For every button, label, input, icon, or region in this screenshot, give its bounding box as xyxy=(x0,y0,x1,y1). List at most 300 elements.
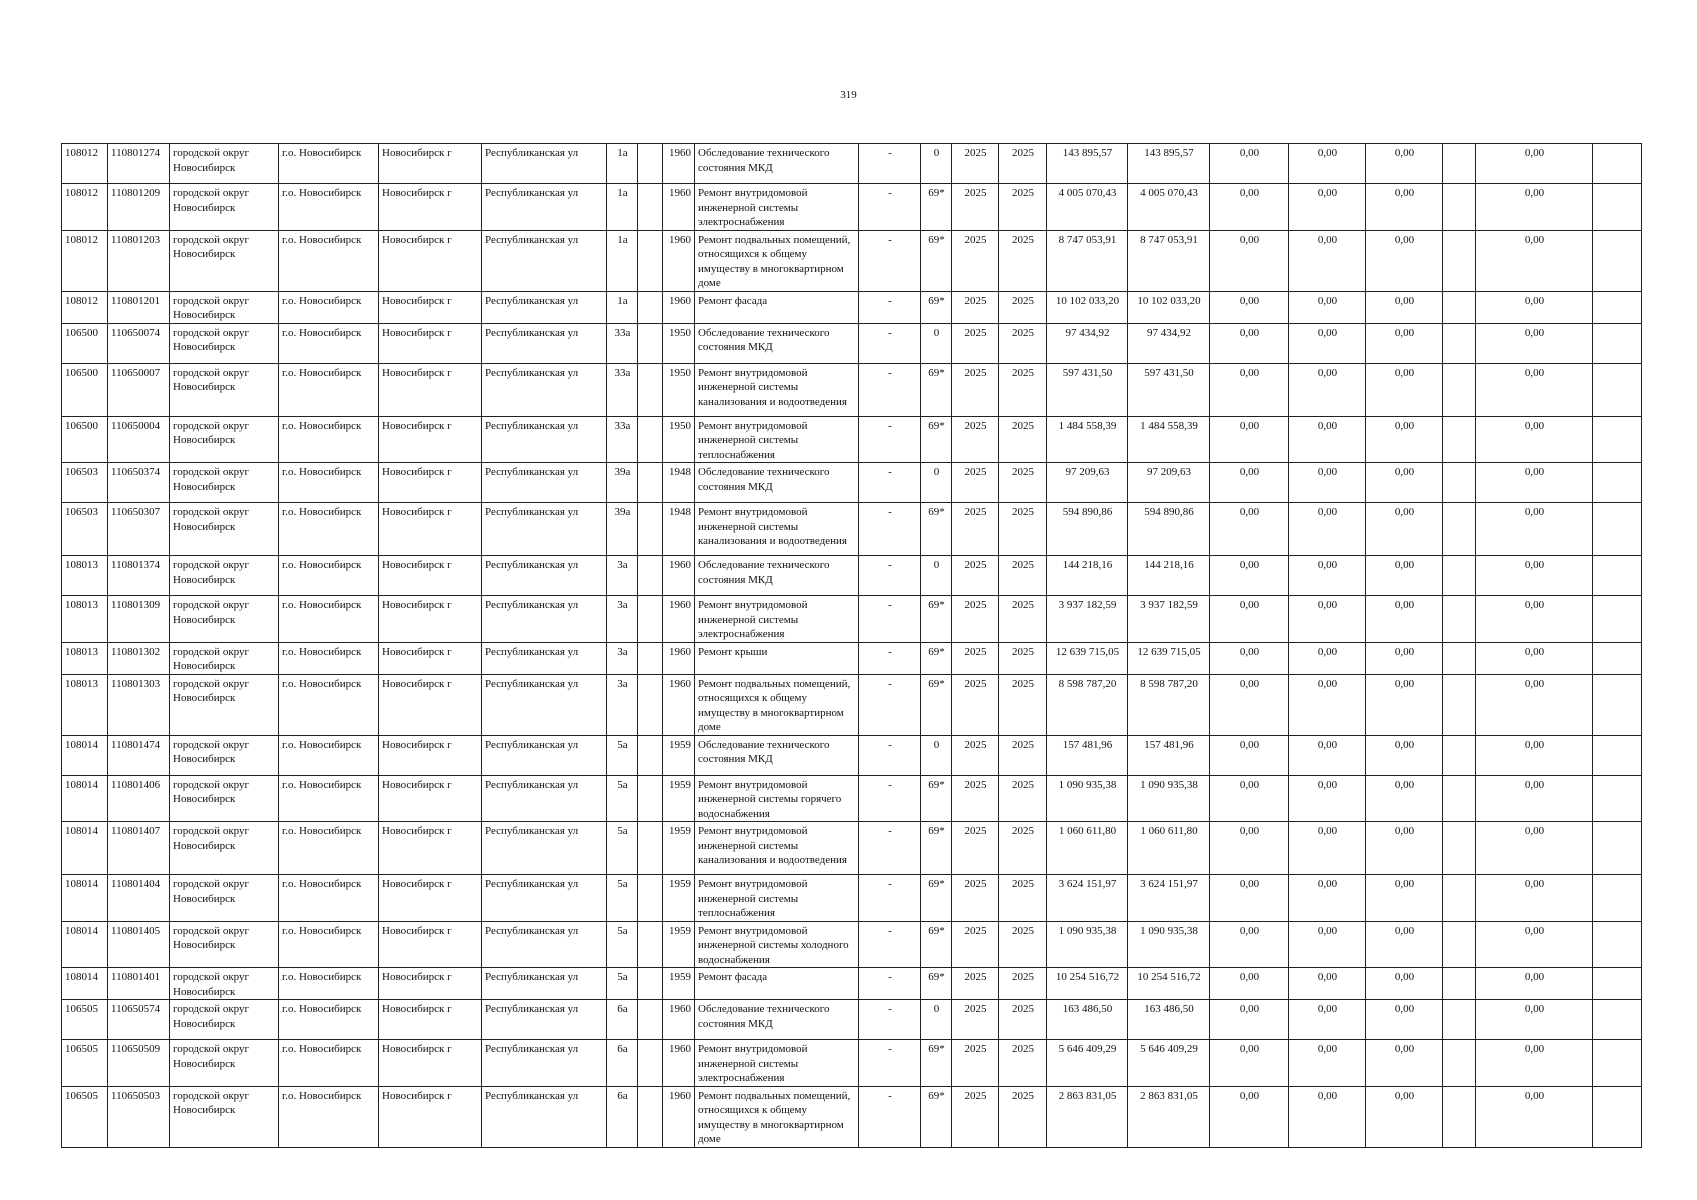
cell-work-type: Ремонт крыши xyxy=(695,642,859,674)
cell-cost-total: 5 646 409,29 xyxy=(1047,1040,1128,1087)
cell-code: 110801406 xyxy=(108,775,170,822)
cell-cost-total: 97 434,92 xyxy=(1047,323,1128,363)
cell-value-6 xyxy=(1593,556,1642,596)
cell-year: 1950 xyxy=(663,363,695,416)
cell-year: 1960 xyxy=(663,144,695,184)
cell-municipality: г.о. Новосибирск xyxy=(279,875,379,922)
cell-code: 110801474 xyxy=(108,735,170,775)
cell-cost-total: 143 895,57 xyxy=(1047,144,1128,184)
cell-start-year: 2025 xyxy=(952,363,999,416)
cell-street: Республиканская ул xyxy=(482,1086,607,1147)
cell-street: Республиканская ул xyxy=(482,291,607,323)
cell-end-year: 2025 xyxy=(999,144,1047,184)
cell-value-2: 0,00 xyxy=(1289,230,1366,291)
cell-value-5: 0,00 xyxy=(1476,323,1593,363)
cell-end-year: 2025 xyxy=(999,596,1047,643)
cell-value-3: 0,00 xyxy=(1366,674,1443,735)
cell-end-year: 2025 xyxy=(999,968,1047,1000)
cell-cost-fund: 143 895,57 xyxy=(1128,144,1210,184)
cell-cost-total: 8 598 787,20 xyxy=(1047,674,1128,735)
cell-letter xyxy=(638,230,663,291)
cell-work-type: Обследование технического состояния МКД xyxy=(695,556,859,596)
cell-value-2: 0,00 xyxy=(1289,921,1366,968)
cell-id: 108013 xyxy=(62,642,108,674)
cell-value-5: 0,00 xyxy=(1476,735,1593,775)
cell-house: 5а xyxy=(607,775,638,822)
cell-id: 106505 xyxy=(62,1000,108,1040)
cell-document: - xyxy=(859,503,921,556)
cell-value-6 xyxy=(1593,503,1642,556)
cell-municipality: г.о. Новосибирск xyxy=(279,642,379,674)
table-row xyxy=(62,503,1642,556)
cell-year: 1960 xyxy=(663,556,695,596)
cell-district: городской округ Новосибирск xyxy=(170,735,279,775)
cell-value-2: 0,00 xyxy=(1289,1086,1366,1147)
cell-letter xyxy=(638,323,663,363)
cell-value-1: 0,00 xyxy=(1210,363,1289,416)
cell-value-2: 0,00 xyxy=(1289,875,1366,922)
cell-year: 1959 xyxy=(663,921,695,968)
cell-value-4 xyxy=(1443,416,1476,463)
cell-year: 1959 xyxy=(663,875,695,922)
cell-value-4 xyxy=(1443,144,1476,184)
cell-document: - xyxy=(859,642,921,674)
cell-year: 1959 xyxy=(663,735,695,775)
cell-value-2: 0,00 xyxy=(1289,463,1366,503)
cell-end-year: 2025 xyxy=(999,230,1047,291)
table-row xyxy=(62,184,1642,231)
cell-value-1: 0,00 xyxy=(1210,1000,1289,1040)
cell-district: городской округ Новосибирск xyxy=(170,144,279,184)
cell-district: городской округ Новосибирск xyxy=(170,1086,279,1147)
cell-work-type: Ремонт подвальных помещений, относящихся к общему имуществу в многоквартирном доме xyxy=(695,1086,859,1147)
cell-code: 110801401 xyxy=(108,968,170,1000)
cell-district: городской округ Новосибирск xyxy=(170,230,279,291)
cell-wear: 69* xyxy=(921,503,952,556)
cell-year: 1960 xyxy=(663,291,695,323)
cell-letter xyxy=(638,363,663,416)
cell-code: 110801407 xyxy=(108,822,170,875)
cell-municipality: г.о. Новосибирск xyxy=(279,503,379,556)
cell-code: 110650007 xyxy=(108,363,170,416)
cell-document: - xyxy=(859,463,921,503)
cell-district: городской округ Новосибирск xyxy=(170,775,279,822)
table-row xyxy=(62,735,1642,775)
cell-value-6 xyxy=(1593,323,1642,363)
cell-letter xyxy=(638,596,663,643)
cell-cost-total: 597 431,50 xyxy=(1047,363,1128,416)
cell-value-1: 0,00 xyxy=(1210,463,1289,503)
cell-letter xyxy=(638,1040,663,1087)
cell-cost-fund: 97 209,63 xyxy=(1128,463,1210,503)
cell-value-5: 0,00 xyxy=(1476,968,1593,1000)
cell-value-6 xyxy=(1593,968,1642,1000)
cell-end-year: 2025 xyxy=(999,822,1047,875)
cell-code: 110801302 xyxy=(108,642,170,674)
cell-municipality: г.о. Новосибирск xyxy=(279,416,379,463)
cell-document: - xyxy=(859,1086,921,1147)
cell-id: 108014 xyxy=(62,921,108,968)
cell-wear: 69* xyxy=(921,416,952,463)
table-row xyxy=(62,416,1642,463)
cell-house: 5а xyxy=(607,735,638,775)
cell-value-4 xyxy=(1443,642,1476,674)
cell-letter xyxy=(638,875,663,922)
cell-value-1: 0,00 xyxy=(1210,822,1289,875)
cell-cost-fund: 10 102 033,20 xyxy=(1128,291,1210,323)
cell-city: Новосибирск г xyxy=(379,363,482,416)
cell-value-3: 0,00 xyxy=(1366,184,1443,231)
cell-value-5: 0,00 xyxy=(1476,291,1593,323)
cell-house: 1а xyxy=(607,291,638,323)
cell-district: городской округ Новосибирск xyxy=(170,875,279,922)
cell-value-4 xyxy=(1443,556,1476,596)
cell-house: 1а xyxy=(607,184,638,231)
cell-value-3: 0,00 xyxy=(1366,775,1443,822)
cell-document: - xyxy=(859,230,921,291)
cell-value-2: 0,00 xyxy=(1289,822,1366,875)
table-row xyxy=(62,674,1642,735)
cell-municipality: г.о. Новосибирск xyxy=(279,674,379,735)
cell-work-type: Ремонт фасада xyxy=(695,291,859,323)
cell-value-3: 0,00 xyxy=(1366,556,1443,596)
cell-end-year: 2025 xyxy=(999,1040,1047,1087)
cell-year: 1950 xyxy=(663,323,695,363)
cell-work-type: Ремонт внутридомовой инженерной системы теплоснабжения xyxy=(695,875,859,922)
cell-work-type: Ремонт внутридомовой инженерной системы теплоснабжения xyxy=(695,416,859,463)
cell-street: Республиканская ул xyxy=(482,968,607,1000)
cell-year: 1960 xyxy=(663,642,695,674)
cell-cost-fund: 97 434,92 xyxy=(1128,323,1210,363)
cell-value-6 xyxy=(1593,642,1642,674)
cell-district: городской округ Новосибирск xyxy=(170,921,279,968)
cell-cost-fund: 1 484 558,39 xyxy=(1128,416,1210,463)
cell-value-2: 0,00 xyxy=(1289,503,1366,556)
cell-year: 1960 xyxy=(663,230,695,291)
cell-city: Новосибирск г xyxy=(379,1086,482,1147)
cell-cost-fund: 12 639 715,05 xyxy=(1128,642,1210,674)
cell-cost-total: 3 937 182,59 xyxy=(1047,596,1128,643)
cell-house: 39а xyxy=(607,463,638,503)
cell-house: 1а xyxy=(607,230,638,291)
cell-cost-total: 12 639 715,05 xyxy=(1047,642,1128,674)
cell-code: 110801404 xyxy=(108,875,170,922)
cell-value-6 xyxy=(1593,230,1642,291)
cell-house: 5а xyxy=(607,822,638,875)
cell-value-6 xyxy=(1593,184,1642,231)
cell-street: Республиканская ул xyxy=(482,735,607,775)
cell-document: - xyxy=(859,822,921,875)
cell-municipality: г.о. Новосибирск xyxy=(279,1000,379,1040)
cell-house: 33а xyxy=(607,416,638,463)
cell-value-6 xyxy=(1593,291,1642,323)
cell-value-6 xyxy=(1593,363,1642,416)
cell-value-3: 0,00 xyxy=(1366,503,1443,556)
cell-district: городской округ Новосибирск xyxy=(170,416,279,463)
cell-cost-total: 10 102 033,20 xyxy=(1047,291,1128,323)
cell-cost-fund: 1 090 935,38 xyxy=(1128,775,1210,822)
cell-end-year: 2025 xyxy=(999,291,1047,323)
table-row xyxy=(62,230,1642,291)
cell-city: Новосибирск г xyxy=(379,674,482,735)
cell-city: Новосибирск г xyxy=(379,775,482,822)
cell-value-4 xyxy=(1443,1040,1476,1087)
cell-municipality: г.о. Новосибирск xyxy=(279,363,379,416)
cell-value-4 xyxy=(1443,674,1476,735)
cell-value-2: 0,00 xyxy=(1289,735,1366,775)
table-row xyxy=(62,596,1642,643)
cell-street: Республиканская ул xyxy=(482,596,607,643)
cell-value-1: 0,00 xyxy=(1210,875,1289,922)
cell-cost-total: 8 747 053,91 xyxy=(1047,230,1128,291)
cell-cost-total: 2 863 831,05 xyxy=(1047,1086,1128,1147)
cell-value-6 xyxy=(1593,1040,1642,1087)
cell-value-1: 0,00 xyxy=(1210,291,1289,323)
cell-work-type: Ремонт внутридомовой инженерной системы канализования и водоотведения xyxy=(695,503,859,556)
cell-value-4 xyxy=(1443,735,1476,775)
cell-municipality: г.о. Новосибирск xyxy=(279,775,379,822)
cell-id: 106500 xyxy=(62,363,108,416)
cell-value-4 xyxy=(1443,291,1476,323)
cell-start-year: 2025 xyxy=(952,1000,999,1040)
cell-document: - xyxy=(859,144,921,184)
table-row xyxy=(62,1040,1642,1087)
cell-value-1: 0,00 xyxy=(1210,416,1289,463)
cell-wear: 69* xyxy=(921,921,952,968)
cell-cost-fund: 3 624 151,97 xyxy=(1128,875,1210,922)
cell-work-type: Ремонт фасада xyxy=(695,968,859,1000)
cell-work-type: Ремонт внутридомовой инженерной системы электроснабжения xyxy=(695,184,859,231)
cell-start-year: 2025 xyxy=(952,968,999,1000)
cell-start-year: 2025 xyxy=(952,775,999,822)
cell-cost-fund: 8 598 787,20 xyxy=(1128,674,1210,735)
cell-street: Республиканская ул xyxy=(482,463,607,503)
cell-value-2: 0,00 xyxy=(1289,674,1366,735)
cell-cost-total: 163 486,50 xyxy=(1047,1000,1128,1040)
cell-start-year: 2025 xyxy=(952,323,999,363)
cell-id: 108014 xyxy=(62,822,108,875)
cell-id: 108012 xyxy=(62,144,108,184)
registry-body xyxy=(62,144,1642,1148)
cell-value-2: 0,00 xyxy=(1289,363,1366,416)
cell-street: Республиканская ул xyxy=(482,363,607,416)
cell-work-type: Ремонт внутридомовой инженерной системы электроснабжения xyxy=(695,1040,859,1087)
cell-street: Республиканская ул xyxy=(482,184,607,231)
cell-code: 110650004 xyxy=(108,416,170,463)
cell-wear: 69* xyxy=(921,230,952,291)
cell-wear: 69* xyxy=(921,642,952,674)
cell-end-year: 2025 xyxy=(999,416,1047,463)
cell-value-3: 0,00 xyxy=(1366,1086,1443,1147)
cell-wear: 69* xyxy=(921,674,952,735)
cell-street: Республиканская ул xyxy=(482,822,607,875)
cell-value-6 xyxy=(1593,596,1642,643)
cell-value-4 xyxy=(1443,875,1476,922)
cell-house: 39а xyxy=(607,503,638,556)
cell-value-5: 0,00 xyxy=(1476,775,1593,822)
cell-city: Новосибирск г xyxy=(379,556,482,596)
cell-value-5: 0,00 xyxy=(1476,822,1593,875)
table-row xyxy=(62,1000,1642,1040)
cell-letter xyxy=(638,1000,663,1040)
cell-value-3: 0,00 xyxy=(1366,596,1443,643)
cell-value-5: 0,00 xyxy=(1476,1000,1593,1040)
cell-work-type: Ремонт внутридомовой инженерной системы электроснабжения xyxy=(695,596,859,643)
cell-work-type: Ремонт внутридомовой инженерной системы канализования и водоотведения xyxy=(695,822,859,875)
cell-start-year: 2025 xyxy=(952,291,999,323)
cell-value-1: 0,00 xyxy=(1210,184,1289,231)
cell-city: Новосибирск г xyxy=(379,822,482,875)
cell-value-6 xyxy=(1593,822,1642,875)
table-row xyxy=(62,291,1642,323)
cell-house: 33а xyxy=(607,363,638,416)
cell-cost-total: 1 090 935,38 xyxy=(1047,775,1128,822)
cell-document: - xyxy=(859,921,921,968)
cell-code: 110650074 xyxy=(108,323,170,363)
cell-cost-fund: 4 005 070,43 xyxy=(1128,184,1210,231)
cell-year: 1960 xyxy=(663,674,695,735)
cell-document: - xyxy=(859,184,921,231)
cell-start-year: 2025 xyxy=(952,416,999,463)
cell-value-5: 0,00 xyxy=(1476,363,1593,416)
cell-value-6 xyxy=(1593,463,1642,503)
cell-value-4 xyxy=(1443,463,1476,503)
cell-start-year: 2025 xyxy=(952,642,999,674)
cell-value-6 xyxy=(1593,735,1642,775)
cell-street: Республиканская ул xyxy=(482,674,607,735)
cell-city: Новосибирск г xyxy=(379,416,482,463)
cell-year: 1959 xyxy=(663,968,695,1000)
cell-start-year: 2025 xyxy=(952,144,999,184)
cell-city: Новосибирск г xyxy=(379,968,482,1000)
cell-year: 1960 xyxy=(663,1040,695,1087)
cell-code: 110801309 xyxy=(108,596,170,643)
cell-district: городской округ Новосибирск xyxy=(170,1000,279,1040)
cell-value-4 xyxy=(1443,921,1476,968)
cell-value-6 xyxy=(1593,775,1642,822)
cell-value-2: 0,00 xyxy=(1289,556,1366,596)
cell-value-4 xyxy=(1443,822,1476,875)
cell-value-5: 0,00 xyxy=(1476,416,1593,463)
cell-id: 108013 xyxy=(62,596,108,643)
cell-cost-fund: 10 254 516,72 xyxy=(1128,968,1210,1000)
cell-wear: 69* xyxy=(921,291,952,323)
cell-end-year: 2025 xyxy=(999,1000,1047,1040)
cell-work-type: Ремонт подвальных помещений, относящихся к общему имуществу в многоквартирном доме xyxy=(695,674,859,735)
cell-value-2: 0,00 xyxy=(1289,642,1366,674)
cell-wear: 0 xyxy=(921,1000,952,1040)
cell-code: 110801303 xyxy=(108,674,170,735)
cell-value-3: 0,00 xyxy=(1366,822,1443,875)
cell-municipality: г.о. Новосибирск xyxy=(279,596,379,643)
cell-start-year: 2025 xyxy=(952,735,999,775)
cell-cost-fund: 3 937 182,59 xyxy=(1128,596,1210,643)
cell-district: городской округ Новосибирск xyxy=(170,363,279,416)
cell-wear: 69* xyxy=(921,822,952,875)
cell-start-year: 2025 xyxy=(952,1040,999,1087)
cell-value-1: 0,00 xyxy=(1210,144,1289,184)
cell-cost-total: 157 481,96 xyxy=(1047,735,1128,775)
cell-year: 1960 xyxy=(663,184,695,231)
cell-value-4 xyxy=(1443,503,1476,556)
cell-code: 110801374 xyxy=(108,556,170,596)
cell-city: Новосибирск г xyxy=(379,735,482,775)
cell-code: 110801201 xyxy=(108,291,170,323)
cell-start-year: 2025 xyxy=(952,184,999,231)
cell-document: - xyxy=(859,674,921,735)
cell-letter xyxy=(638,822,663,875)
cell-cost-fund: 8 747 053,91 xyxy=(1128,230,1210,291)
cell-letter xyxy=(638,144,663,184)
cell-house: 3а xyxy=(607,674,638,735)
cell-start-year: 2025 xyxy=(952,674,999,735)
cell-street: Республиканская ул xyxy=(482,144,607,184)
cell-district: городской округ Новосибирск xyxy=(170,674,279,735)
cell-house: 3а xyxy=(607,596,638,643)
cell-wear: 0 xyxy=(921,556,952,596)
cell-municipality: г.о. Новосибирск xyxy=(279,291,379,323)
cell-end-year: 2025 xyxy=(999,323,1047,363)
cell-city: Новосибирск г xyxy=(379,184,482,231)
cell-cost-fund: 597 431,50 xyxy=(1128,363,1210,416)
cell-value-1: 0,00 xyxy=(1210,323,1289,363)
cell-municipality: г.о. Новосибирск xyxy=(279,968,379,1000)
cell-year: 1948 xyxy=(663,463,695,503)
cell-letter xyxy=(638,184,663,231)
cell-work-type: Ремонт внутридомовой инженерной системы канализования и водоотведения xyxy=(695,363,859,416)
cell-letter xyxy=(638,556,663,596)
cell-id: 108014 xyxy=(62,968,108,1000)
cell-wear: 69* xyxy=(921,968,952,1000)
cell-street: Республиканская ул xyxy=(482,921,607,968)
cell-municipality: г.о. Новосибирск xyxy=(279,463,379,503)
cell-code: 110650509 xyxy=(108,1040,170,1087)
cell-cost-total: 3 624 151,97 xyxy=(1047,875,1128,922)
cell-district: городской округ Новосибирск xyxy=(170,822,279,875)
cell-work-type: Обследование технического состояния МКД xyxy=(695,463,859,503)
cell-work-type: Обследование технического состояния МКД xyxy=(695,144,859,184)
cell-value-4 xyxy=(1443,1000,1476,1040)
cell-value-1: 0,00 xyxy=(1210,1086,1289,1147)
cell-code: 110801203 xyxy=(108,230,170,291)
cell-id: 108012 xyxy=(62,230,108,291)
cell-start-year: 2025 xyxy=(952,875,999,922)
cell-district: городской округ Новосибирск xyxy=(170,596,279,643)
cell-start-year: 2025 xyxy=(952,556,999,596)
cell-end-year: 2025 xyxy=(999,463,1047,503)
cell-document: - xyxy=(859,291,921,323)
cell-id: 106500 xyxy=(62,416,108,463)
cell-id: 108014 xyxy=(62,735,108,775)
cell-end-year: 2025 xyxy=(999,503,1047,556)
cell-letter xyxy=(638,735,663,775)
cell-house: 6а xyxy=(607,1040,638,1087)
table-row xyxy=(62,642,1642,674)
cell-value-6 xyxy=(1593,1086,1642,1147)
cell-end-year: 2025 xyxy=(999,363,1047,416)
cell-value-3: 0,00 xyxy=(1366,1000,1443,1040)
cell-start-year: 2025 xyxy=(952,230,999,291)
cell-value-3: 0,00 xyxy=(1366,921,1443,968)
cell-city: Новосибирск г xyxy=(379,596,482,643)
cell-wear: 69* xyxy=(921,363,952,416)
cell-work-type: Обследование технического состояния МКД xyxy=(695,1000,859,1040)
cell-city: Новосибирск г xyxy=(379,503,482,556)
cell-city: Новосибирск г xyxy=(379,323,482,363)
cell-value-4 xyxy=(1443,323,1476,363)
cell-street: Республиканская ул xyxy=(482,323,607,363)
cell-value-3: 0,00 xyxy=(1366,463,1443,503)
